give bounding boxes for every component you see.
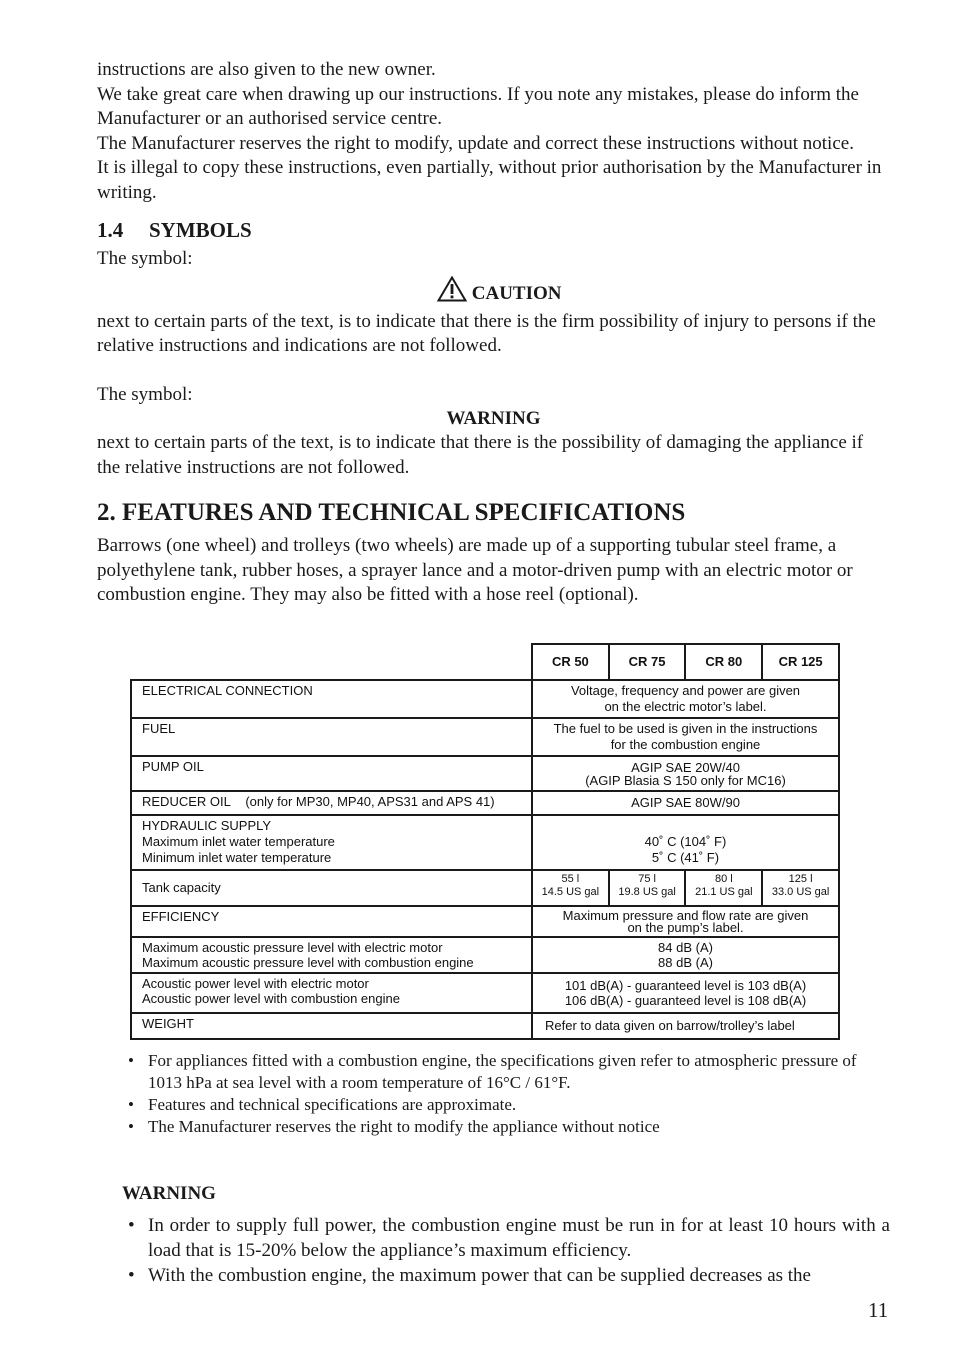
features-body: Barrows (one wheel) and trolleys (two wheels) are made up of a supporting tubular steel frame, a polyethylene tank, rubber hoses, a sprayer lance and a motor-driven pump with an electric motor or combustion engine. They may also be fitted with a hose reel (optional). [97, 535, 853, 605]
tank-capacity-cell: 55 l 14.5 US gal [532, 870, 609, 906]
list-item: • For appliances fitted with a combustion engine, the specifications given refer to atmospheric pressure of 1013 hPa at sea level with a room temperature of 16°C / 61°F. [128, 1050, 890, 1094]
row-label: HYDRAULIC SUPPLY Maximum inlet water temperature Minimum inlet water temperature [131, 815, 532, 870]
warning-list [128, 1213, 890, 1288]
row-value: The fuel to be used is given in the instructions for the combustion engine [532, 718, 839, 756]
page-content [97, 58, 890, 608]
tank-capacity-cell: 125 l 33.0 US gal [762, 870, 839, 906]
table-row [131, 937, 839, 973]
row-value: 101 dB(A) - guaranteed level is 103 dB(A) 106 dB(A) - guaranteed level is 108 dB(A) [532, 973, 839, 1013]
row-label: Maximum acoustic pressure level with electric motor Maximum acoustic pressure level with combustion engine [131, 937, 532, 973]
model-header: CR 50 [532, 644, 609, 680]
notes-list [128, 1050, 890, 1138]
row-label: PUMP OIL [131, 756, 532, 791]
row-label: EFFICIENCY [131, 906, 532, 937]
symbol-intro: The symbol: [97, 383, 193, 405]
page-number: 11 [868, 1298, 889, 1322]
intro-paragraph: instructions are also given to the new owner. [97, 59, 436, 80]
caution-label: CAUTION [471, 282, 562, 304]
table-row [131, 906, 839, 937]
section-title: SYMBOLS [149, 218, 252, 242]
caution-description: next to certain parts of the text, is to indicate that there is the firm possibility of injury to persons if the relative instructions and indications are not followed. [97, 310, 876, 356]
features-heading: 2. FEATURES AND TECHNICAL SPECIFICATIONS [97, 499, 686, 526]
row-value: AGIP SAE 20W/40 (AGIP Blasia S 150 only for MC16) [532, 756, 839, 791]
intro-paragraph: We take great care when drawing up our instructions. If you note any mistakes, please do inform the Manufacturer or an authorised service centre. [97, 83, 859, 129]
tank-capacity-cell: 80 l 21.1 US gal [685, 870, 762, 906]
table-row [131, 718, 839, 756]
reducer-oil-note: (only for MP30, MP40, APS31 and APS 41) [245, 794, 495, 809]
row-label: Tank capacity [131, 870, 532, 906]
table-row [131, 870, 839, 906]
spec-table [130, 643, 840, 1040]
table-row [131, 756, 839, 791]
symbol-intro: The symbol: [97, 248, 193, 269]
model-header: CR 75 [609, 644, 686, 680]
row-value: AGIP SAE 80W/90 [532, 791, 839, 815]
table-row [131, 791, 839, 815]
section-heading-symbols [97, 217, 890, 243]
table-header-row [131, 644, 839, 680]
row-value: Maximum pressure and flow rate are given on the pump’s label. [532, 906, 839, 937]
warning-heading: WARNING [122, 1183, 216, 1204]
row-label: Acoustic power level with electric motor Acoustic power level with combustion engine [131, 973, 532, 1013]
table-row [131, 1013, 839, 1039]
row-value: 84 dB (A) 88 dB (A) [532, 937, 839, 973]
table-row [131, 815, 839, 870]
list-item: • The Manufacturer reserves the right to modify the appliance without notice [128, 1116, 890, 1138]
tank-capacity-cell: 75 l 19.8 US gal [609, 870, 686, 906]
warning-label: WARNING [446, 408, 541, 429]
list-item: • Features and technical specifications are approximate. [128, 1094, 890, 1116]
table-row [131, 973, 839, 1013]
intro-paragraph: It is illegal to copy these instructions, even partially, without prior authorisation by the Manufacturer in writing. [97, 157, 882, 203]
intro-paragraph: The Manufacturer reserves the right to modify, update and correct these instructions without notice. [97, 132, 854, 154]
warning-triangle-icon [437, 276, 467, 302]
caution-symbol [97, 276, 890, 306]
warning-description: next to certain parts of the text, is to indicate that there is the possibility of damaging the appliance if the relative instructions are not followed. [97, 432, 864, 478]
row-value: Refer to data given on barrow/trolley’s label [532, 1013, 839, 1039]
row-value: 40˚ C (104˚ F) 5˚ C (41˚ F) [532, 815, 839, 870]
table-row [131, 680, 839, 718]
row-label: REDUCER OIL (only for MP30, MP40, APS31 and APS 41) [131, 791, 532, 815]
row-label: ELECTRICAL CONNECTION [131, 680, 532, 718]
list-item: • In order to supply full power, the combustion engine must be run in for at least 10 hours with a load that is 15-20% below the appliance’s maximum efficiency. [128, 1213, 890, 1263]
model-header: CR 125 [762, 644, 839, 680]
row-label: FUEL [131, 718, 532, 756]
list-item: • With the combustion engine, the maximum power that can be supplied decreases as the [128, 1263, 890, 1288]
section-number: 1.4 [97, 218, 124, 242]
row-label: WEIGHT [131, 1013, 532, 1039]
model-header: CR 80 [685, 644, 762, 680]
intro-text [97, 58, 890, 205]
row-value: Voltage, frequency and power are given on the electric motor’s label. [532, 680, 839, 718]
